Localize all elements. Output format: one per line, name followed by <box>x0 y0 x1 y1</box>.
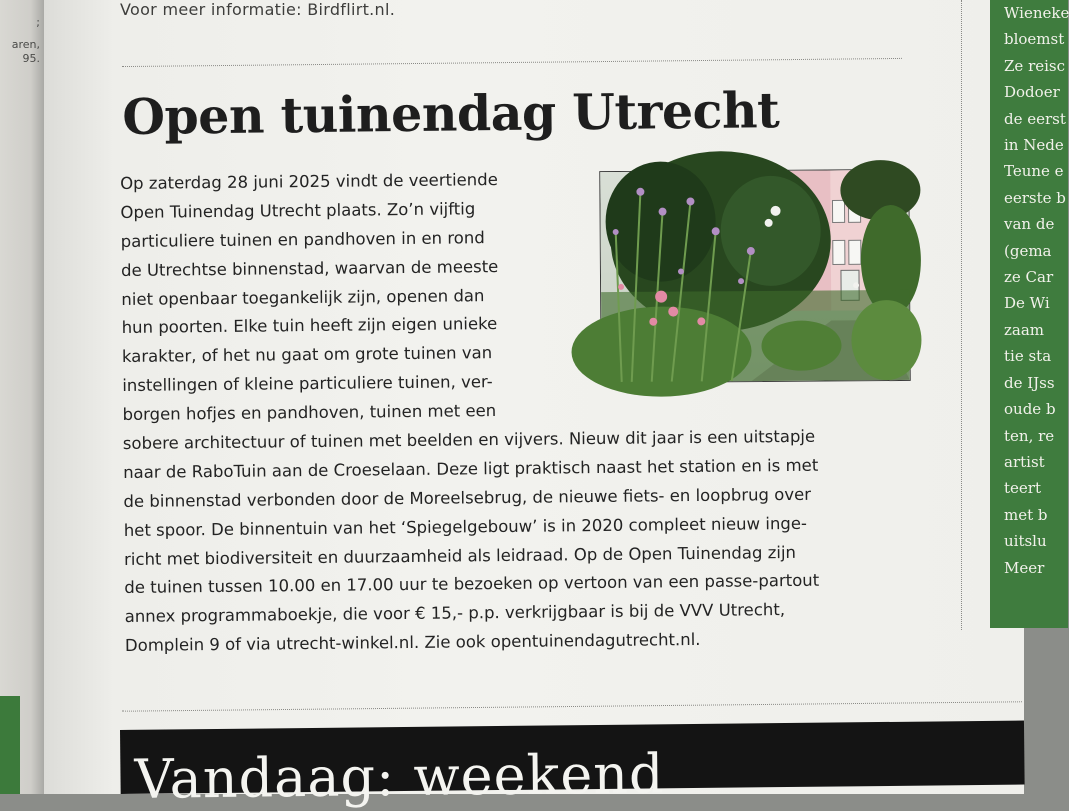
side-line: in Nede <box>1004 136 1064 155</box>
left-fragment: ; <box>36 16 40 29</box>
article-line: het spoor. De binnentuin van het ‘Spiegelgebouw’ is in 2020 compleet nieuw inge- <box>123 513 808 540</box>
next-section-heading: Vandaag: weekend <box>134 742 665 811</box>
side-line: tie sta <box>1004 347 1052 366</box>
article-line: borgen hofjes en pandhoven, tuinen met een <box>122 401 497 425</box>
dotted-divider-bottom <box>122 701 1022 711</box>
article-line: instellingen of kleine particuliere tuinen, ver- <box>122 372 493 396</box>
article-line: sobere architectuur of tuinen met beelden en vijvers. Nieuw dit jaar is een uitstapje <box>122 426 816 454</box>
left-page-edge <box>0 0 44 794</box>
article-line: Open Tuinendag Utrecht plaats. Zo’n vijftig <box>120 199 476 222</box>
side-line: De Wi <box>1004 294 1050 313</box>
side-line: met b <box>1004 505 1048 524</box>
article-line: hun poorten. Elke tuin heeft zijn eigen unieke <box>121 314 498 338</box>
side-line: Wieneke <box>1004 4 1069 22</box>
column-divider <box>961 0 962 630</box>
side-line: (gema <box>1004 241 1052 260</box>
article-line: Op zaterdag 28 juni 2025 vindt de veertiende <box>120 170 498 193</box>
side-line: de eerst <box>1004 109 1066 128</box>
side-line: Ze reisc <box>1004 56 1066 75</box>
magazine-page <box>44 0 1069 794</box>
side-line: van de <box>1004 215 1055 234</box>
next-section-banner <box>120 721 1025 811</box>
side-line: eerste b <box>1004 188 1066 207</box>
article-line: richt met biodiversiteit en duurzaamheid als leidraad. Op de Open Tuinendag zijn <box>123 542 797 569</box>
article-line: annex programmaboekje, die voor € 15,- p.p. verkrijgbaar is bij de VVV Utrecht, <box>124 600 786 627</box>
article-line: karakter, of het nu gaat om grote tuinen van <box>121 343 493 367</box>
left-fragment: 95. <box>22 52 40 65</box>
side-line: ze Car <box>1004 268 1054 287</box>
side-line: zaam <box>1004 320 1045 339</box>
side-line: Teune e <box>1004 162 1064 181</box>
dotted-divider-top <box>122 58 902 67</box>
article-line: particuliere tuinen en pandhoven in en rond <box>120 227 485 251</box>
article-line: de Utrechtse binnenstad, waarvan de meeste <box>120 256 499 280</box>
side-line: teert <box>1004 479 1041 498</box>
side-line: ten, re <box>1004 426 1055 445</box>
side-line: uitslu <box>1004 532 1047 551</box>
previous-article-info: Voor meer informatie: Birdflirt.nl. <box>120 0 396 19</box>
garden-photo <box>599 169 910 383</box>
article-line: Domplein 9 of via utrecht-winkel.nl. Zie ook opentuinendagutrecht.nl. <box>124 630 701 656</box>
side-line: oude b <box>1004 400 1056 419</box>
side-line: Dodoer <box>1004 83 1060 102</box>
side-line: de IJss <box>1004 373 1055 392</box>
article-line: niet openbaar toegankelijk zijn, openen dan <box>121 285 485 309</box>
article-title: Open tuinendag Utrecht <box>122 81 780 146</box>
left-fragment: aren, <box>11 38 40 51</box>
article-line: de tuinen tussen 10.00 en 17.00 uur te bezoeken op vertoon van een passe-partout <box>124 571 820 598</box>
side-line: artist <box>1004 452 1045 471</box>
left-green-block <box>0 696 20 794</box>
article-line: naar de RaboTuin aan de Croeselaan. Deze ligt praktisch naast het station en is met <box>123 455 819 482</box>
side-line: Meer <box>1004 558 1045 577</box>
side-column <box>990 0 1068 628</box>
article-line: de binnenstad verbonden door de Moreelsebrug, de nieuwe fiets- en loopbrug over <box>123 484 812 511</box>
side-line: bloemst <box>1004 30 1065 49</box>
